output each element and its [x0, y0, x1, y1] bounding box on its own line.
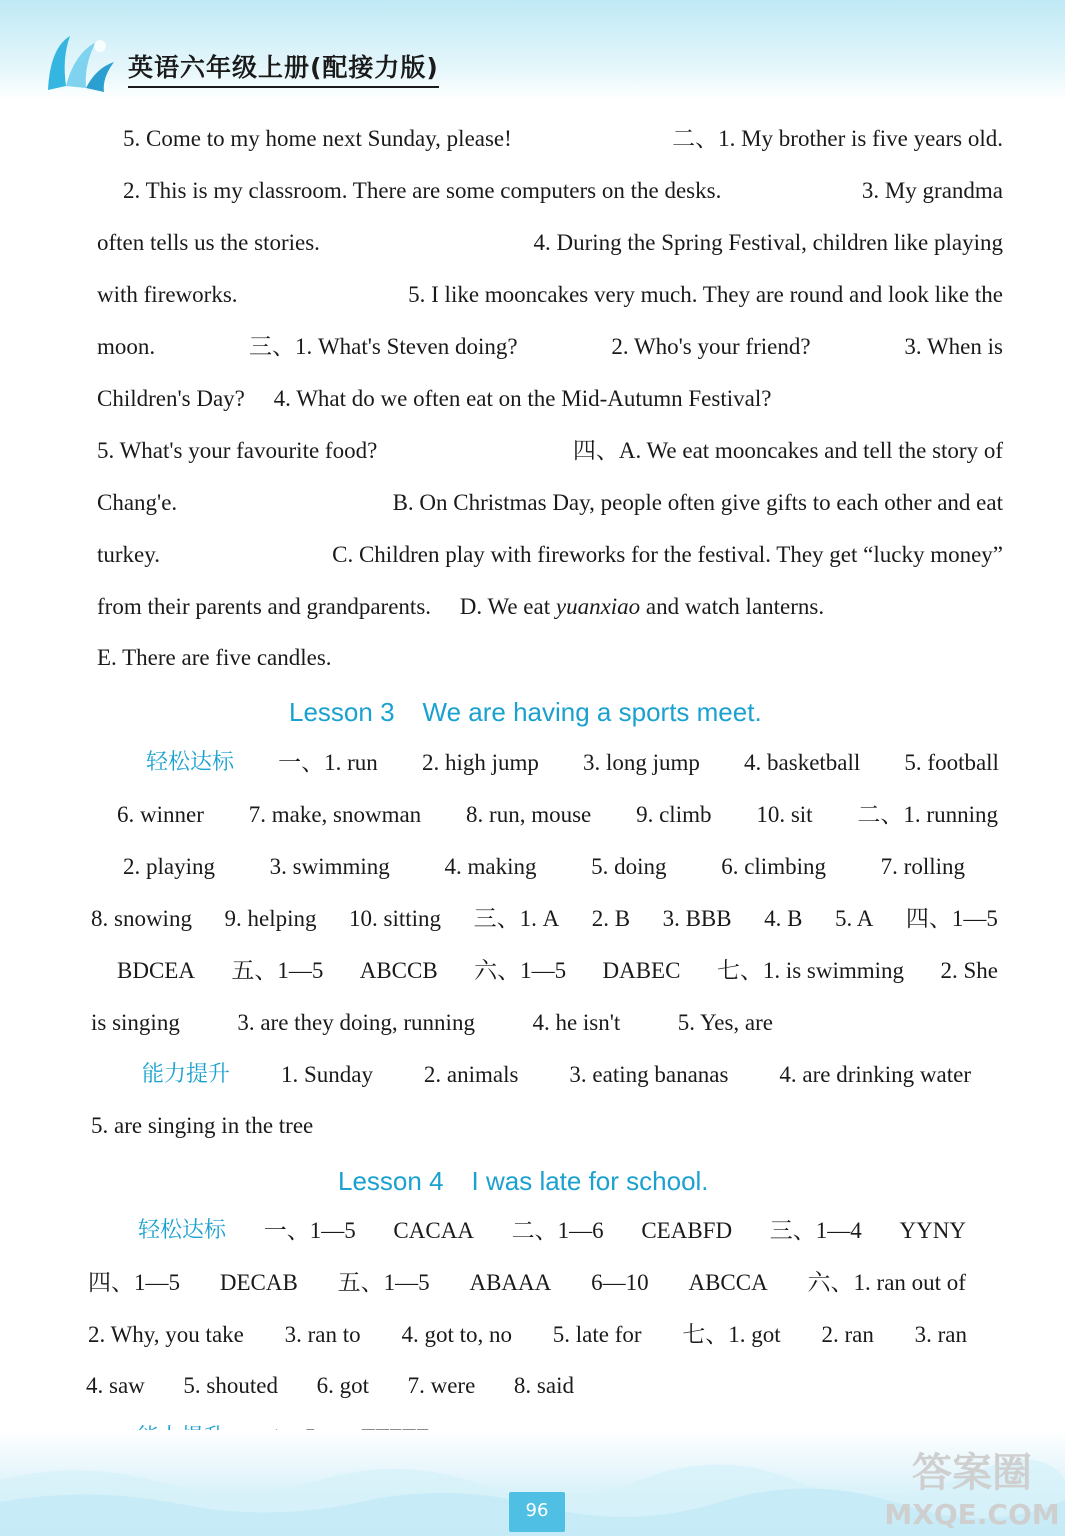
watermark-logo	[880, 1440, 1060, 1532]
answer-line	[97, 488, 1003, 518]
svg-text:答案圈: 答案圈	[912, 1450, 1032, 1496]
answer-line	[91, 1111, 313, 1141]
answer-text: 2. Why, you take	[88, 1322, 244, 1347]
answer-text: 五、1—5	[337, 1270, 430, 1295]
answer-text: 5. What's your favourite food?	[97, 438, 378, 463]
answer-text: 5. Yes, are	[677, 1010, 773, 1035]
answer-text: 7. were	[407, 1373, 476, 1398]
answer-text: with fireworks.	[97, 282, 238, 307]
answer-text: 2. B	[591, 906, 631, 931]
answer-text: 四、1—5	[88, 1270, 180, 1295]
answer-text: 6—10	[591, 1270, 649, 1295]
answer-text: 4. During the Spring Festival, children like playing	[533, 230, 1003, 255]
answer-line	[97, 332, 1003, 362]
answer-line	[91, 1008, 773, 1038]
answer-text: 3. ran	[914, 1322, 967, 1347]
lesson-3-heading	[289, 697, 762, 728]
answer-text: 5. late for	[552, 1322, 642, 1347]
answer-text: 9. climb	[636, 802, 712, 827]
answer-text: Chang'e.	[97, 490, 178, 515]
answer-text: 5. are singing in the tree	[91, 1113, 314, 1138]
answer-text: YYNY	[899, 1218, 966, 1243]
answer-line	[97, 436, 1003, 466]
book-title: 英语六年级上册(配接力版)	[128, 48, 439, 88]
answer-line	[123, 124, 1003, 154]
answer-line	[97, 384, 771, 414]
answer-text: 三、1. A	[473, 906, 560, 931]
answer-text: 3. My grandma	[861, 178, 1003, 203]
answer-text: 5. shouted	[183, 1373, 278, 1398]
answer-line	[97, 643, 332, 673]
answer-line	[97, 592, 824, 622]
answer-text: is singing	[91, 1010, 180, 1035]
answer-text: 4. got to, no	[401, 1322, 512, 1347]
answer-text: 7. rolling	[880, 854, 965, 879]
answer-text: 2. Who's your friend?	[611, 334, 811, 359]
answer-text: 六、1—5	[474, 958, 567, 983]
answer-text: CACAA	[393, 1218, 474, 1243]
answer-text: 2. ran	[821, 1322, 874, 1347]
answer-text: 2. She	[940, 958, 998, 983]
svg-text:MXQE.COM: MXQE.COM	[884, 1498, 1060, 1531]
answer-text: 4. B	[764, 906, 803, 931]
answer-text: 3. ran to	[284, 1322, 361, 1347]
answer-line	[117, 956, 998, 986]
answer-text: C. Children play with fireworks for the festival. They get “lucky money”	[332, 542, 1003, 567]
answer-line	[123, 176, 1003, 206]
lesson-title: I was late for school.	[471, 1166, 709, 1196]
answer-text: 三、1. What's Steven doing?	[248, 334, 518, 359]
answer-text: ABCCA	[688, 1270, 768, 1295]
answer-text: ABAAA	[469, 1270, 552, 1295]
answer-text: 4. he isn't	[532, 1010, 621, 1035]
answer-text: and watch lanterns.	[645, 594, 825, 619]
answer-text: 五、1—5	[231, 958, 324, 983]
answer-text: 一、1—5	[263, 1218, 356, 1243]
answer-text: 6. got	[316, 1373, 369, 1398]
answer-text: E. There are five candles.	[97, 645, 332, 670]
answer-text: 三、1—4	[769, 1218, 862, 1243]
lesson-number: Lesson 4	[338, 1166, 444, 1196]
answer-text: 8. snowing	[91, 906, 192, 931]
answer-text: B. On Christmas Day, people often give gifts to each other and eat	[392, 490, 1003, 515]
answer-text: 七、1. is swimming	[716, 958, 905, 983]
answer-text: 七、1. got	[682, 1322, 781, 1347]
answer-text: 10. sit	[756, 802, 813, 827]
answer-line	[88, 1320, 967, 1350]
answer-text: 四、1—5	[905, 906, 998, 931]
answer-text: 4. saw	[86, 1373, 145, 1398]
answer-text: 2. animals	[423, 1062, 519, 1087]
answer-text: DABEC	[602, 958, 681, 983]
answer-text: ABCCB	[359, 958, 438, 983]
answer-text: 5. doing	[591, 854, 667, 879]
answer-text: 1. Sunday	[280, 1062, 373, 1087]
answer-line	[86, 1371, 574, 1401]
answer-line	[88, 1268, 966, 1298]
answer-text: 5. football	[904, 750, 999, 775]
answer-text: 3. When is	[904, 334, 1003, 359]
answer-text: 二、1—6	[511, 1218, 604, 1243]
answer-text: from their parents and grandparents.	[97, 594, 432, 619]
answer-text: often tells us the stories.	[97, 230, 320, 255]
answer-text: 4. What do we often eat on the Mid-Autumn Festival?	[273, 386, 772, 411]
answer-line	[97, 228, 1003, 258]
section-label: 轻松达标	[138, 1218, 227, 1243]
answer-text: 2. playing	[123, 854, 215, 879]
lesson-title: We are having a sports meet.	[422, 697, 762, 727]
answer-text: D. We eat	[459, 594, 551, 619]
answer-text: 9. helping	[224, 906, 317, 931]
answer-text: 2. high jump	[421, 750, 539, 775]
answer-text: 5. Come to my home next Sunday, please!	[123, 126, 512, 151]
answer-text: 4. basketball	[744, 750, 861, 775]
answer-text: 2. This is my classroom. There are some computers on the desks.	[123, 178, 722, 203]
answer-text: yuanxiao	[555, 594, 641, 619]
answer-line	[97, 280, 1003, 310]
answer-text: 7. make, snowman	[248, 802, 422, 827]
book-logo-icon	[40, 28, 120, 98]
answer-text: 10. sitting	[349, 906, 442, 931]
answer-text: moon.	[97, 334, 156, 359]
answer-text: turkey.	[97, 542, 161, 567]
answer-line	[97, 540, 1003, 570]
answer-text: 4. are drinking water	[779, 1062, 971, 1087]
answer-text: 六、1. ran out of	[807, 1270, 966, 1295]
answer-line	[91, 904, 998, 934]
answer-text: 5. I like mooncakes very much. They are round and look like the	[408, 282, 1003, 307]
answer-text: DECAB	[219, 1270, 298, 1295]
answer-text: 3. are they doing, running	[237, 1010, 475, 1035]
answer-text: 3. long jump	[582, 750, 700, 775]
answer-text: 5. A	[835, 906, 874, 931]
section-label: 能力提升	[142, 1062, 231, 1087]
answer-text: Children's Day?	[97, 386, 245, 411]
answer-line	[117, 800, 998, 830]
answer-text: BDCEA	[117, 958, 195, 983]
answer-text: 四、A. We eat mooncakes and tell the story of	[572, 438, 1003, 463]
answer-text: 3. BBB	[662, 906, 732, 931]
answer-line	[142, 1060, 971, 1090]
answer-line	[146, 748, 999, 778]
answer-line	[123, 852, 965, 882]
answer-text: 二、1. running	[857, 802, 998, 827]
lesson-number: Lesson 3	[289, 697, 395, 727]
answer-text: 二、1. My brother is five years old.	[672, 126, 1003, 151]
page-number: 96	[509, 1492, 565, 1532]
lesson-4-heading	[338, 1166, 709, 1197]
answer-text: CEABFD	[641, 1218, 733, 1243]
answer-text: 一、1. run	[278, 750, 378, 775]
answer-line	[138, 1216, 966, 1246]
answer-text: 3. swimming	[269, 854, 390, 879]
answer-text: 8. said	[513, 1373, 574, 1398]
answer-text: 6. winner	[117, 802, 204, 827]
answer-text: 3. eating bananas	[569, 1062, 729, 1087]
answer-text: 6. climbing	[721, 854, 826, 879]
answer-text: 4. making	[444, 854, 537, 879]
answer-text: 8. run, mouse	[466, 802, 592, 827]
section-label: 轻松达标	[146, 750, 235, 775]
